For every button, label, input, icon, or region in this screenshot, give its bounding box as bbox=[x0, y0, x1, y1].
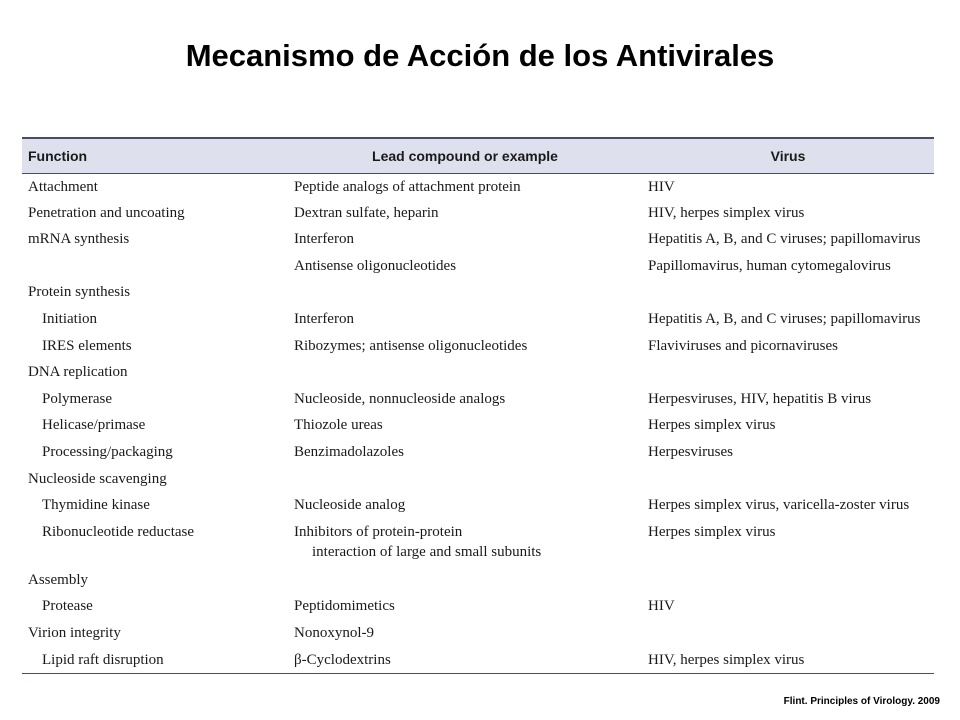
table-row bbox=[22, 567, 934, 594]
table-row bbox=[22, 519, 934, 567]
cell-function: Attachment bbox=[28, 178, 98, 195]
cell-compound bbox=[288, 279, 642, 306]
header-compound: Lead compound or example bbox=[288, 138, 642, 173]
cell-function: mRNA synthesis bbox=[28, 231, 130, 248]
cell-compound bbox=[288, 466, 642, 493]
cell-compound-line2: interaction of large and small subunits bbox=[312, 543, 542, 560]
cell-compound: Benzimadolazoles bbox=[294, 443, 404, 460]
antiviral-table-container bbox=[22, 137, 934, 674]
cell-function: Lipid raft disruption bbox=[22, 647, 288, 674]
table-row bbox=[22, 200, 934, 227]
header-function: Function bbox=[22, 138, 288, 173]
cell-virus: Hepatitis A, B, and C viruses; papillomavirus bbox=[648, 231, 921, 248]
cell-function: IRES elements bbox=[42, 337, 132, 354]
cell-compound: Thiozole ureas bbox=[294, 417, 383, 434]
table-row bbox=[22, 593, 934, 620]
cell-virus: Papillomavirus, human cytomegalovirus bbox=[648, 257, 891, 274]
header-virus: Virus bbox=[642, 138, 934, 173]
cell-compound: Peptide analogs of attachment protein bbox=[294, 178, 521, 195]
cell-compound bbox=[288, 359, 642, 386]
cell-compound: Antisense oligonucleotides bbox=[294, 257, 457, 274]
table-row bbox=[22, 173, 934, 200]
cell-function: Penetration and uncoating bbox=[28, 204, 185, 221]
cell-function: Assembly bbox=[28, 571, 88, 588]
cell-compound: Interferon bbox=[294, 310, 354, 327]
cell-compound bbox=[288, 567, 642, 594]
cell-compound bbox=[288, 519, 642, 567]
cell-virus: Herpes simplex virus bbox=[648, 417, 776, 434]
table-row bbox=[22, 647, 934, 674]
cell-compound: Nucleoside, nonnucleoside analogs bbox=[294, 390, 506, 407]
cell-function: Protease bbox=[42, 598, 93, 615]
table-row bbox=[22, 466, 934, 493]
table-header-row bbox=[22, 138, 934, 173]
cell-function: Protein synthesis bbox=[28, 284, 131, 301]
cell-compound: Nonoxynol-9 bbox=[294, 624, 374, 641]
cell-function: Ribonucleotide reductase bbox=[42, 523, 195, 540]
cell-virus bbox=[642, 466, 934, 493]
table-row bbox=[22, 386, 934, 413]
cell-compound: Dextran sulfate, heparin bbox=[294, 204, 439, 221]
table-row bbox=[22, 359, 934, 386]
cell-function: DNA replication bbox=[28, 364, 128, 381]
cell-compound: Interferon bbox=[294, 231, 354, 248]
table-row bbox=[22, 333, 934, 360]
table-row bbox=[22, 412, 934, 439]
cell-virus: Herpesviruses bbox=[648, 443, 733, 460]
cell-compound: β-Cyclodextrins bbox=[288, 647, 642, 674]
cell-virus bbox=[642, 567, 934, 594]
cell-virus: Flaviviruses and picornaviruses bbox=[648, 337, 838, 354]
cell-virus bbox=[642, 359, 934, 386]
cell-compound: Ribozymes; antisense oligonucleotides bbox=[294, 337, 528, 354]
cell-function: Virion integrity bbox=[28, 624, 121, 641]
table-row bbox=[22, 620, 934, 647]
table-row bbox=[22, 306, 934, 333]
table-row bbox=[22, 253, 934, 280]
cell-function: Nucleoside scavenging bbox=[28, 470, 167, 487]
cell-function bbox=[22, 253, 288, 280]
cell-function: Thymidine kinase bbox=[42, 497, 150, 514]
cell-function: Initiation bbox=[42, 310, 97, 327]
cell-compound-line1: Inhibitors of protein-protein bbox=[294, 523, 463, 540]
antiviral-mechanism-table bbox=[22, 137, 934, 674]
cell-compound: Nucleoside analog bbox=[294, 497, 406, 514]
cell-virus: HIV, herpes simplex virus bbox=[642, 647, 934, 674]
cell-virus: Hepatitis A, B, and C viruses; papillomavirus bbox=[648, 310, 921, 327]
cell-virus: HIV bbox=[648, 598, 675, 615]
source-citation: Flint. Principles of Virology. 2009 bbox=[783, 696, 940, 707]
cell-function: Processing/packaging bbox=[42, 443, 173, 460]
cell-function: Helicase/primase bbox=[42, 417, 146, 434]
cell-virus bbox=[642, 620, 934, 647]
cell-virus: HIV, herpes simplex virus bbox=[648, 204, 805, 221]
cell-virus: Herpes simplex virus bbox=[648, 523, 776, 540]
table-row bbox=[22, 226, 934, 253]
cell-virus: Herpesviruses, HIV, hepatitis B virus bbox=[648, 390, 872, 407]
table-row bbox=[22, 439, 934, 466]
cell-virus: Herpes simplex virus, varicella-zoster virus bbox=[648, 497, 910, 514]
table-row bbox=[22, 279, 934, 306]
cell-virus bbox=[642, 279, 934, 306]
table-row bbox=[22, 492, 934, 519]
cell-compound: Peptidomimetics bbox=[294, 598, 395, 615]
cell-function: Polymerase bbox=[42, 390, 112, 407]
cell-virus: HIV bbox=[648, 178, 675, 195]
slide-title: Mecanismo de Acción de los Antivirales bbox=[185, 38, 775, 73]
